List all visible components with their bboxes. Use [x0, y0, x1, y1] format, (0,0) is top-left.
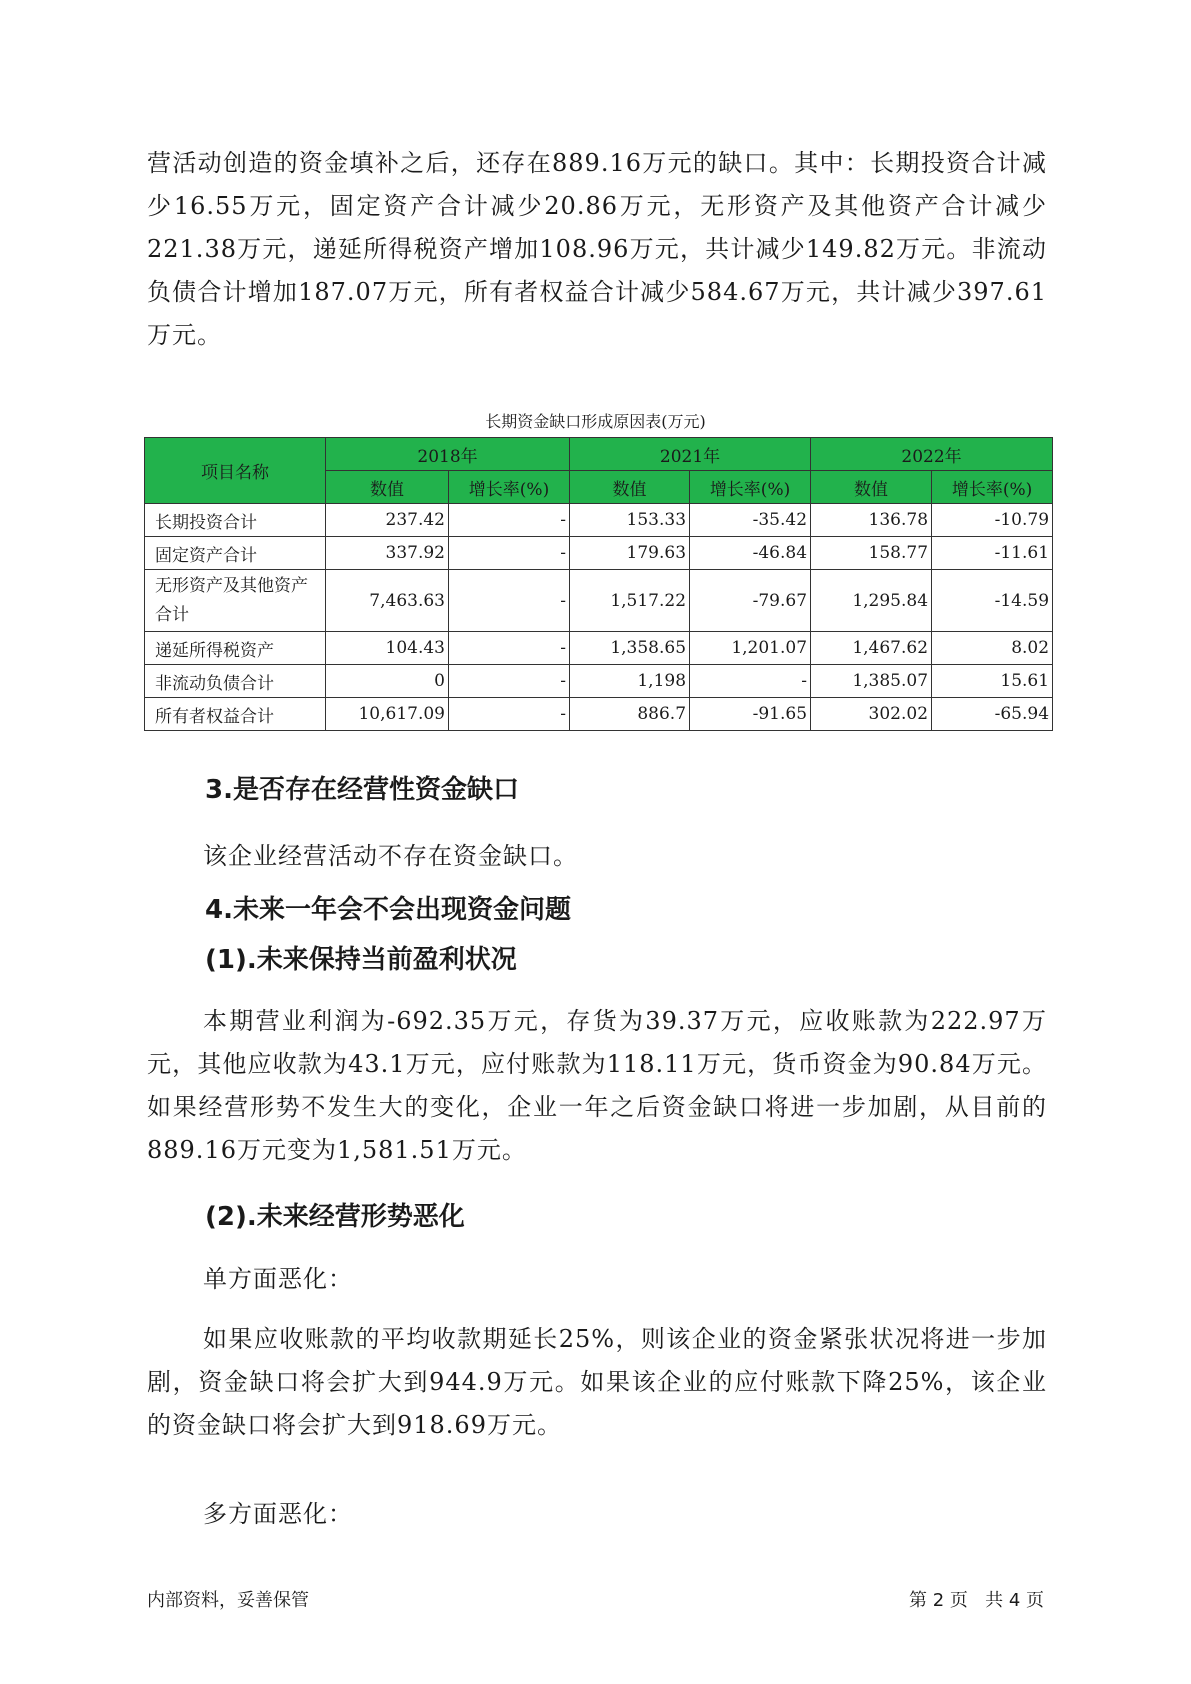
cell-value: 136.78: [811, 504, 932, 537]
table-row: [145, 698, 1053, 731]
row-label: 固定资产合计: [145, 537, 326, 570]
cell-growth: -65.94: [932, 698, 1053, 731]
cell-value: 886.7: [570, 698, 690, 731]
cell-growth: -14.59: [932, 570, 1053, 632]
cell-value: 237.42: [326, 504, 449, 537]
cell-value: 1,467.62: [811, 632, 932, 665]
cell-value: 1,517.22: [570, 570, 690, 632]
row-label: 长期投资合计: [145, 504, 326, 537]
cell-value: 1,385.07: [811, 665, 932, 698]
cell-value: 337.92: [326, 537, 449, 570]
cell-value: 1,198: [570, 665, 690, 698]
header-growth: 增长率(%): [690, 471, 811, 504]
subsection-4-1-text: 本期营业利润为-692.35万元，存货为39.37万元，应收账款为222.97万元，其他应收款为43.1万元，应付账款为118.11万元，货币资金为90.84万元。如果经营形势不发生大的变化，企业一年之后资金缺口将进一步加剧，从目前的889.16万元变为1,581.51万元。: [147, 1007, 1047, 1164]
cell-growth: -: [449, 698, 570, 731]
footer-confidential: 内部资料，妥善保管: [147, 1590, 309, 1611]
row-label: 非流动负债合计: [145, 665, 326, 698]
section-heading-3: 3.是否存在经营性资金缺口: [205, 775, 519, 805]
cell-value: 1,358.65: [570, 632, 690, 665]
cell-growth: -46.84: [690, 537, 811, 570]
cell-value: 10,617.09: [326, 698, 449, 731]
cell-value: 0: [326, 665, 449, 698]
multi-deterioration-label: 多方面恶化：: [203, 1500, 353, 1528]
cell-growth: -10.79: [932, 504, 1053, 537]
intro-paragraph: 营活动创造的资金填补之后，还存在889.16万元的缺口。其中：长期投资合计减少16.55万元，固定资产合计减少20.86万元，无形资产及其他资产合计减少221.38万元，递延所得税资产增加108.96万元，共计减少149.82万元。非流动负债合计增加187.07万元，所有者权益合计减少584.67万元，共计减少397.61万元。: [147, 149, 1047, 349]
section-heading-4: 4.未来一年会不会出现资金问题: [205, 895, 571, 925]
cell-value: 179.63: [570, 537, 690, 570]
cell-value: 7,463.63: [326, 570, 449, 632]
cell-growth: -: [449, 632, 570, 665]
cell-value: 158.77: [811, 537, 932, 570]
header-value: 数值: [326, 471, 449, 504]
cell-growth: -35.42: [690, 504, 811, 537]
funding-gap-table: [144, 437, 1053, 731]
header-year-2018: 2018年: [326, 438, 570, 471]
cell-growth: 15.61: [932, 665, 1053, 698]
cell-growth: -79.67: [690, 570, 811, 632]
header-year-2022: 2022年: [811, 438, 1053, 471]
cell-growth: 8.02: [932, 632, 1053, 665]
subsection-heading-4-1: (1).未来保持当前盈利状况: [205, 945, 517, 975]
table-row: [145, 504, 1053, 537]
cell-growth: 1,201.07: [690, 632, 811, 665]
table-caption: 长期资金缺口形成原因表(万元): [485, 412, 706, 431]
table-row: [145, 665, 1053, 698]
cell-value: 302.02: [811, 698, 932, 731]
header-value: 数值: [811, 471, 932, 504]
row-label: 所有者权益合计: [145, 698, 326, 731]
table-row: [145, 537, 1053, 570]
single-deterioration-text: 如果应收账款的平均收款期延长25%，则该企业的资金紧张状况将进一步加剧，资金缺口将会扩大到944.9万元。如果该企业的应付账款下降25%，该企业的资金缺口将会扩大到918.69万元。: [147, 1325, 1047, 1439]
row-label: 无形资产及其他资产合计: [145, 570, 326, 632]
cell-growth: -: [449, 537, 570, 570]
header-year-2021: 2021年: [570, 438, 811, 471]
header-item-name: 项目名称: [145, 438, 326, 504]
header-growth: 增长率(%): [449, 471, 570, 504]
section-3-text: 该企业经营活动不存在资金缺口。: [203, 842, 578, 870]
header-value: 数值: [570, 471, 690, 504]
cell-value: 104.43: [326, 632, 449, 665]
cell-growth: -11.61: [932, 537, 1053, 570]
subsection-heading-4-2: (2).未来经营形势恶化: [205, 1202, 465, 1232]
cell-growth: -: [449, 504, 570, 537]
row-label: 递延所得税资产: [145, 632, 326, 665]
cell-value: 1,295.84: [811, 570, 932, 632]
footer-page-number: 第 2 页 共 4 页: [909, 1590, 1044, 1611]
cell-growth: -: [449, 665, 570, 698]
table-row: [145, 570, 1053, 632]
header-growth: 增长率(%): [932, 471, 1053, 504]
cell-value: 153.33: [570, 504, 690, 537]
cell-growth: -: [690, 665, 811, 698]
cell-growth: -91.65: [690, 698, 811, 731]
single-deterioration-label: 单方面恶化：: [203, 1265, 353, 1293]
table-row: [145, 632, 1053, 665]
cell-growth: -: [449, 570, 570, 632]
table-header-row-years: [145, 438, 1053, 471]
